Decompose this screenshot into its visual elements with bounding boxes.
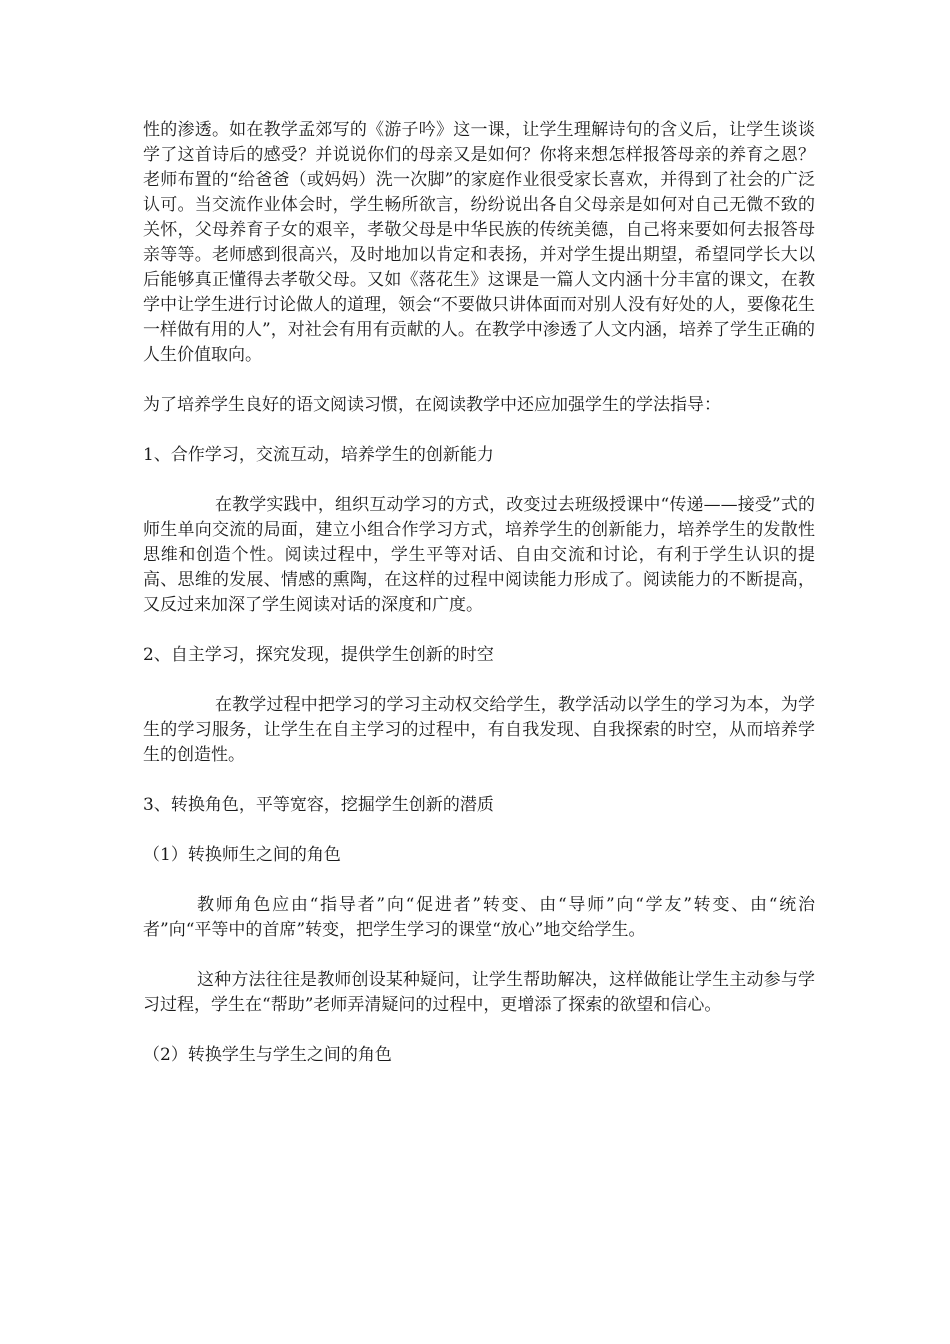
subsection-heading-student-student: （2）转换学生与学生之间的角色	[143, 1045, 392, 1065]
body-paragraph-method: 这种方法往往是教师创设某种疑问，让学生帮助解决，这样做能让学生主动参与学习过程，学生在“帮助”老师弄清疑问的过程中，更增添了探索的欲望和信心。	[143, 970, 815, 1015]
document-page	[143, 118, 815, 1068]
body-paragraph-cooperative-learning: 在教学实践中，组织互动学习的方式，改变过去班级授课中“传递——接受”式的师生单向交流的局面，建立小组合作学习方式，培养学生的创新能力，培养学生的发散性思维和创造个性。阅读过程中，学生平等对话、自由交流和讨论，有利于学生认识的提高、思维的发展、情感的熏陶，在这样的过程中阅读能力形成了。阅读能力的不断提高，又反过来加深了学生阅读对话的深度和广度。	[143, 495, 815, 615]
body-paragraph-reading-guidance: 为了培养学生良好的语文阅读习惯，在阅读教学中还应加强学生的学法指导：	[143, 395, 721, 415]
subsection-heading-teacher-student: （1）转换师生之间的角色	[143, 845, 341, 865]
section-heading-cooperative-learning: 1、合作学习，交流互动，培养学生的创新能力	[143, 445, 494, 465]
section-heading-role-change: 3、转换角色，平等宽容，挖掘学生创新的潜质	[143, 795, 494, 815]
body-paragraph-teacher-role: 教师角色应由“指导者”向“促进者”转变、由“导师”向“学友”转变、由“统治者”向“平等中的首席”转变，把学生学习的课堂“放心”地交给学生。	[143, 895, 815, 940]
body-paragraph-moral-education: 性的渗透。如在教学孟郊写的《游子吟》这一课，让学生理解诗句的含义后，让学生谈谈学了这首诗后的感受？并说说你们的母亲又是如何？你将来想怎样报答母亲的养育之恩？老师布置的“给爸爸（或妈妈）洗一次脚”的家庭作业很受家长喜欢，并得到了社会的广泛认可。当交流作业体会时，学生畅所欲言，纷纷说出各自父母亲是如何对自己无微不致的关怀，父母养育子女的艰辛，孝敬父母是中华民族的传统美德，自己将来要如何去报答母亲等等。老师感到很高兴，及时地加以肯定和表扬，并对学生提出期望，希望同学长大以后能够真正懂得去孝敬父母。又如《落花生》这课是一篇人文内涵十分丰富的课文，在教学中让学生进行讨论做人的道理，领会“不要做只讲体面而对别人没有好处的人，要像花生一样做有用的人”，对社会有用有贡献的人。在教学中渗透了人文内涵，培养了学生正确的人生价值取向。	[143, 120, 815, 365]
section-heading-autonomous-learning: 2、自主学习，探究发现，提供学生创新的时空	[143, 645, 494, 665]
body-paragraph-autonomous-learning: 在教学过程中把学习的学习主动权交给学生，教学活动以学生的学习为本，为学生的学习服务，让学生在自主学习的过程中，有自我发现、自我探索的时空，从而培养学生的创造性。	[143, 695, 815, 765]
